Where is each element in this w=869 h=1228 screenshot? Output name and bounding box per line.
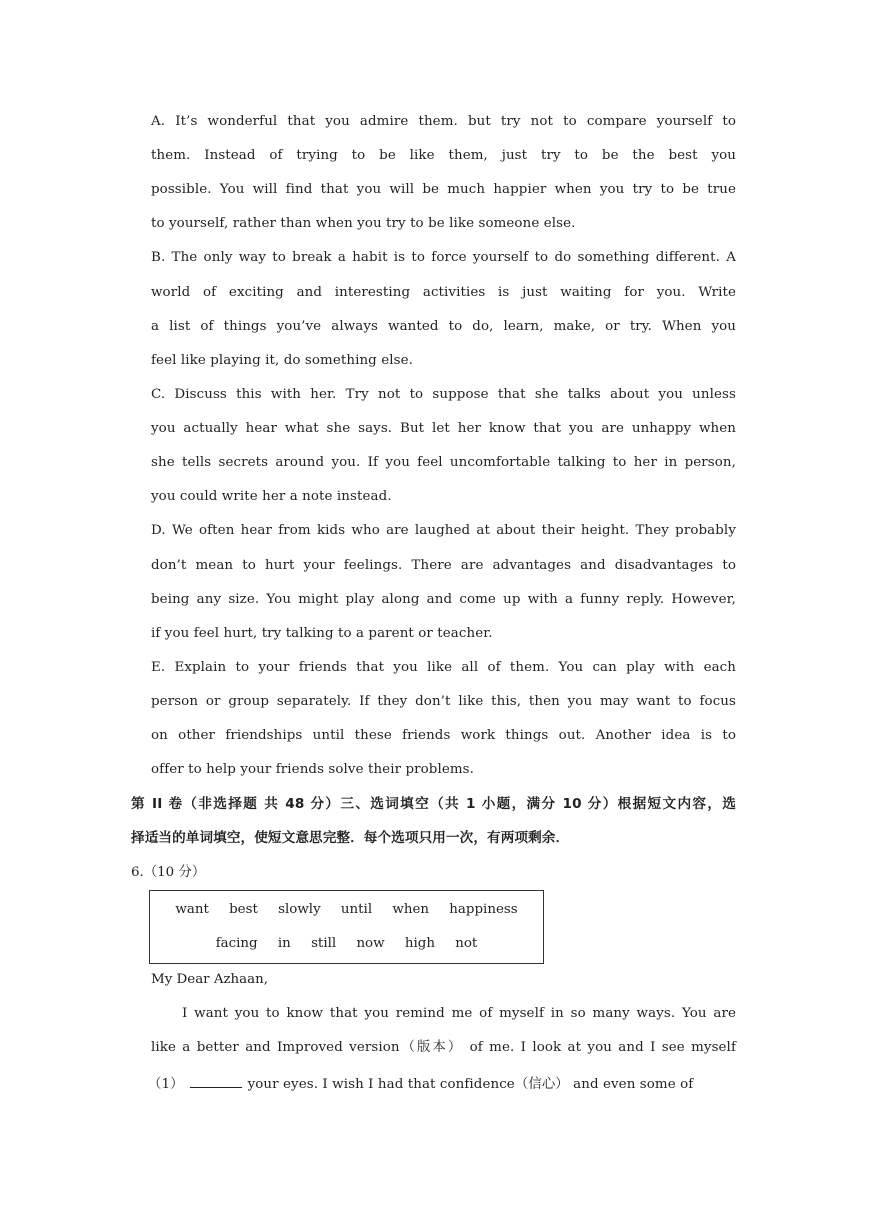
option-b-line-3: a list of things you’ve always wanted to do, learn, make, or try. When you xyxy=(151,319,736,334)
option-c-line-4: you could write her a note instead. xyxy=(151,489,392,504)
option-a-line-1: A. It’s wonderful that you admire them. but try not to compare yourself to xyxy=(151,114,736,129)
option-a-line-2: them. Instead of trying to be like them, just try to be the best you xyxy=(151,148,736,163)
option-d-line-4: if you feel hurt, try talking to a parent or teacher. xyxy=(151,626,493,641)
option-a-line-3: possible. You will find that you will be much happier when you try to be true xyxy=(151,182,736,197)
word-bank-item: want xyxy=(175,902,209,917)
blank-1-label: （1） xyxy=(148,1077,184,1092)
option-a-line-4: to yourself, rather than when you try to be like someone else. xyxy=(151,216,576,231)
word-bank-item: facing xyxy=(215,936,258,951)
option-e-line-2: person or group separately. If they don’t like this, then you may want to focus xyxy=(151,694,736,709)
word-bank-row-1 xyxy=(150,901,543,919)
option-e-line-1: E. Explain to your friends that you like all of them. You can play with each xyxy=(151,660,736,675)
option-d-line-3: being any size. You might play along and come up with a funny reply. However, xyxy=(151,592,736,607)
option-d-line-1: D. We often hear from kids who are laughed at about their height. They probably xyxy=(151,523,736,538)
letter-line-1: I want you to know that you remind me of myself in so many ways. You are xyxy=(182,1006,736,1021)
option-e-line-4: offer to help your friends solve their problems. xyxy=(151,762,474,777)
letter-line-3 xyxy=(148,1074,738,1094)
letter-line-3-text: your eyes. I wish I had that confidence（信心） and even some of xyxy=(247,1077,694,1092)
word-bank-item: still xyxy=(311,936,337,951)
word-bank-item: now xyxy=(356,936,385,951)
section-header-line-1: 第 II 卷（非选择题 共 48 分）三、选词填空（共 1 小题，满分 10 分）根据短文内容，选 xyxy=(131,796,736,812)
option-d-line-2: don’t mean to hurt your feelings. There are advantages and disadvantages to xyxy=(151,558,736,573)
blank-1-input[interactable] xyxy=(190,1074,242,1088)
word-bank-box xyxy=(149,890,544,964)
option-c-line-3: she tells secrets around you. If you feel uncomfortable talking to her in person, xyxy=(151,455,736,470)
option-b-line-2: world of exciting and interesting activities is just waiting for you. Write xyxy=(151,285,736,300)
word-bank-item: until xyxy=(340,902,373,917)
section-header-line-2: 择适当的单词填空，使短文意思完整．每个选项只用一次，有两项剩余． xyxy=(131,830,570,846)
option-b-line-1: B. The only way to break a habit is to force yourself to do something different. A xyxy=(151,250,736,265)
word-bank-item: high xyxy=(404,936,435,951)
letter-line-2: like a better and Improved version（版本） of me. I look at you and I see myself xyxy=(151,1040,736,1055)
letter-salutation: My Dear Azhaan, xyxy=(151,972,269,987)
word-bank-item: not xyxy=(455,936,478,951)
word-bank-item: slowly xyxy=(278,902,321,917)
option-c-line-1: C. Discuss this with her. Try not to suppose that she talks about you unless xyxy=(151,387,736,402)
word-bank-item: in xyxy=(277,936,291,951)
option-e-line-3: on other friendships until these friends work things out. Another idea is to xyxy=(151,728,736,743)
option-b-line-4: feel like playing it, do something else. xyxy=(151,353,413,368)
word-bank-item: best xyxy=(229,902,258,917)
word-bank-item: happiness xyxy=(449,902,518,917)
word-bank-item: when xyxy=(392,902,430,917)
word-bank-row-2 xyxy=(150,935,543,953)
option-c-line-2: you actually hear what she says. But let her know that you are unhappy when xyxy=(151,421,736,436)
question-number: 6.（10 分） xyxy=(131,865,206,880)
